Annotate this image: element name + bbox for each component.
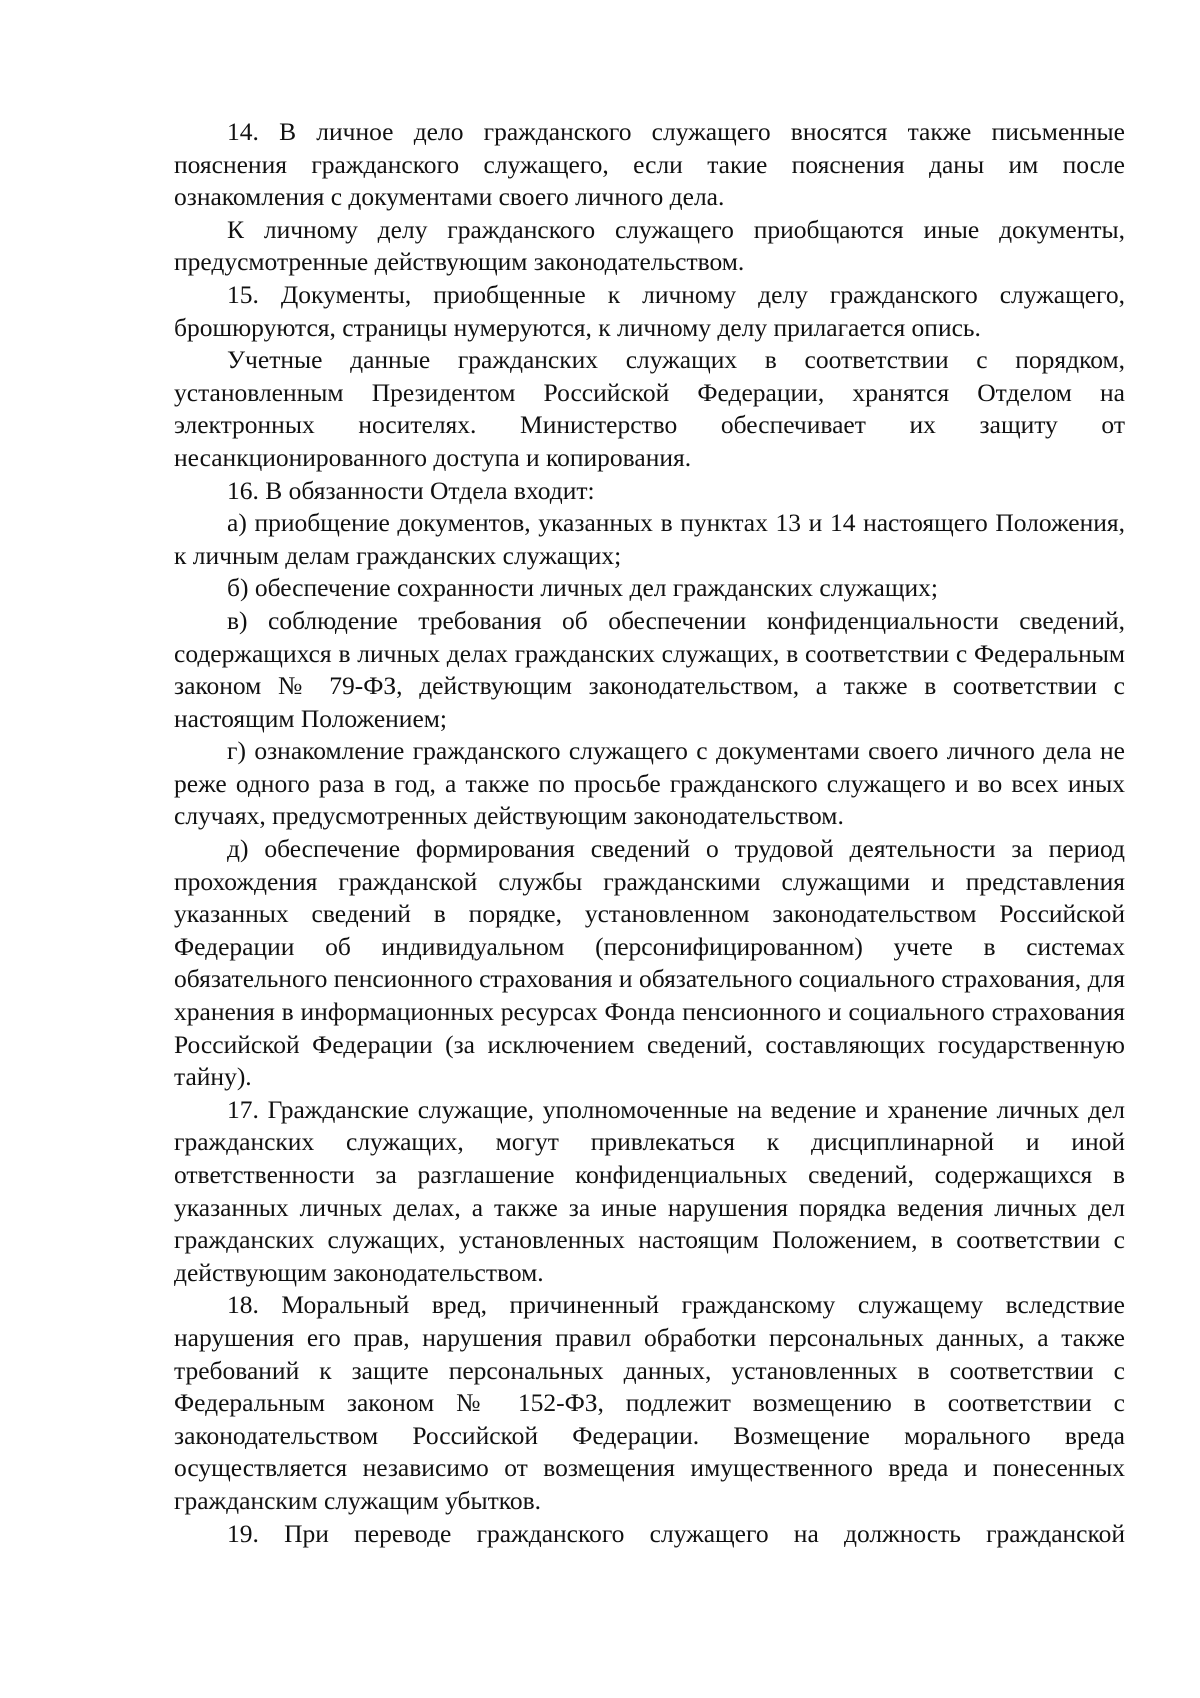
paragraph-16-item-b: б) обеспечение сохранности личных дел гражданских служащих; (227, 573, 938, 603)
paragraph-16-item-v: в) соблюдение требования об обеспечении конфиденциальности сведений, содержащихся в личных делах гражданских служащих, в соответствии с Федеральным законом № 79-ФЗ, действующим законодательством, а также в соответствии с настоящим Положением; (174, 605, 1125, 733)
paragraph-16-item-g: г) ознакомление гражданского служащего с документами своего личного дела не реже одного раза в год, а также по просьбе гражданского служащего и во всех иных случаях, предусмотренных действующим законодательством. (174, 736, 1125, 831)
paragraph-16-item-a: а) приобщение документов, указанных в пунктах 13 и 14 настоящего Положения, к личным делам гражданских служащих; (174, 508, 1125, 570)
paragraph-14: 14. В личное дело гражданского служащего вносятся также письменные пояснения гражданского служащего, если такие пояснения даны им после ознакомления с документами своего личного дела. (174, 117, 1125, 212)
paragraph-18: 18. Моральный вред, причиненный гражданскому служащему вследствие нарушения его прав, нарушения правил обработки персональных данных, а также требований к защите персональных данных, установленных в соответствии с Федеральным законом № 152-ФЗ, подлежит возмещению в соответствии с законодательством Российской Федерации. Возмещение морального вреда осуществляется независимо от возмещения имущественного вреда и понесенных гражданским служащим убытков. (174, 1290, 1125, 1515)
paragraph-19: 19. При переводе гражданского служащего на должность гражданской (227, 1518, 1125, 1548)
paragraph-15: 15. Документы, приобщенные к личному делу гражданского служащего, брошюруются, страницы нумеруются, к личному делу прилагается опись. (174, 279, 1125, 342)
paragraph-15-records: Учетные данные гражданских служащих в соответствии с порядком, установленным Президентом Российской Федерации, хранятся Отделом на электронных носителях. Министерство обеспечивает их защиту от несанкционированного доступа и копирования. (174, 345, 1125, 472)
paragraph-16: 16. В обязанности Отдела входит: (227, 475, 595, 505)
document-body (174, 116, 1125, 1550)
paragraph-17: 17. Гражданские служащие, уполномоченные на ведение и хранение личных дел гражданских служащих, могут привлекаться к дисциплинарной и иной ответственности за разглашение конфиденциальных сведений, содержащихся в указанных личных делах, а также за иные нарушения порядка ведения личных дел гражданских служащих, установленных настоящим Положением, в соответствии с действующим законодательством. (174, 1094, 1125, 1287)
paragraph-14-addendum: К личному делу гражданского служащего приобщаются иные документы, предусмотренные действующим законодательством. (174, 214, 1125, 277)
paragraph-16-item-d: д) обеспечение формирования сведений о трудовой деятельности за период прохождения гражданской службы гражданскими служащими и представления указанных сведений в порядке, установленном законодательством Российской Федерации об индивидуальном (персонифицированном) учете в системах обязательного пенсионного страхования и обязательного социального страхования, для хранения в информационных ресурсах Фонда пенсионного и социального страхования Российской Федерации (за исключением сведений, составляющих государственную тайну). (174, 834, 1125, 1092)
